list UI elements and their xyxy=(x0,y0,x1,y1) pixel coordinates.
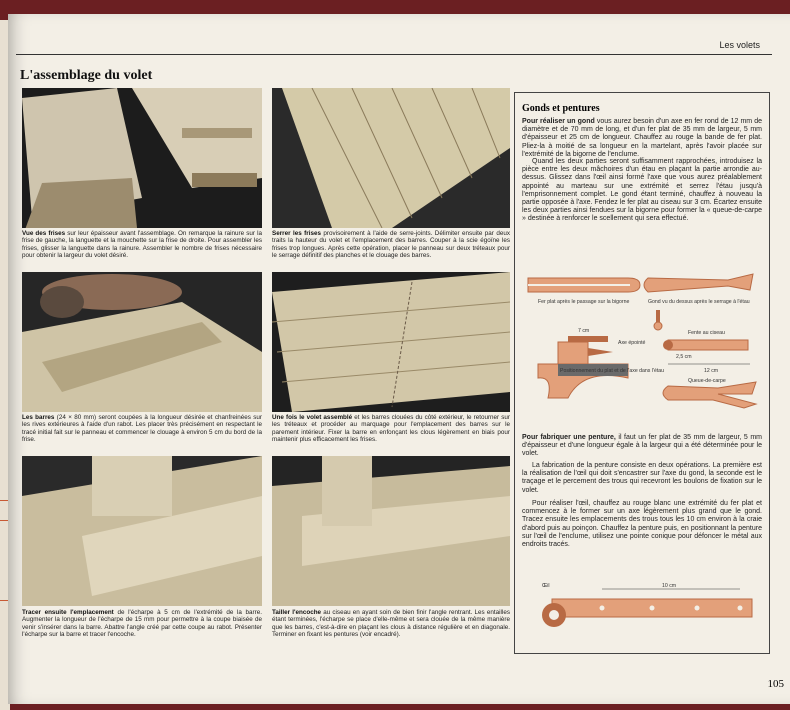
box-paragraph-1: Pour réaliser un gond vous aurez besoin d'un axe en fer rond de 12 mm de diamètre et de 70 mm de long, et d'un fer plat de 35 mm de largeur, 5 mm d'épaisseur et 25 cm de longueur. Chauffez au rouge la bande de fer plat. Pliez-la à moitié de sa longueur en la martelant, après l'avoir placée sur l'extrémité de la bigorne de l'enclume. xyxy=(522,118,762,158)
label-oeil: Œil xyxy=(542,583,550,589)
caption-5: Tracer ensuite l'emplacement de l'écharpe à 5 cm de l'extrémité de la barre. Augmenter la longueur de l'écharpe de 15 mm pour permettre à la coupe biaisée de venir s'insérer dans la barre. Abattre l'angle créé par cette coupe au rabot. Présenter l'écharpe sur la barre et tracer l'encoche. xyxy=(22,609,263,639)
header-rule xyxy=(16,54,772,55)
label-ten-cm: 10 cm xyxy=(662,583,677,589)
gond-diagram xyxy=(518,268,766,428)
caption-6: Tailler l'encoche au ciseau en ayant soin de bien finir l'angle rentrant. Les entailles étant terminées, l'écharpe se place d'elle-même et sera clouée de la même manière que les barres, c'est-à-dire en plaçant les clous à distance régulière et en diagonale. Terminer en fixant les pentures (voir encadré). xyxy=(272,609,510,639)
box-paragraph-2: Quand les deux parties seront suffisamment rapprochées, introduisez la pièce entre les deux mâchoires d'un étau en plaçant la partie arrondie au-dessus. Glissez dans l'œil ainsi formé l'axe que vous aurez préalablement appointé au marteau sur une extrémité et serrez l'étau jusqu'à l'emprisonnement complet. Le gond étant terminé, chauffez à nouveau la partie opposée à l'axe. Fendez le fer plat au ciseau sur 3 cm. Écartez ensuite les deux parties ainsi fendues sur la bigorne pour former la « queue-de-carpe » destinée à renforcer le scellement qui sera effectué. xyxy=(522,158,762,223)
label-fer-plat: Fer plat après le passage sur la bigorne xyxy=(538,299,630,305)
photo-tracer-echarpe xyxy=(22,456,262,606)
box-paragraph-3: Pour fabriquer une penture, il faut un fer plat de 35 mm de largeur, 5 mm d'épaisseur et d'une longueur égale à la largeur qui a été déterminée pour le volet. xyxy=(522,434,762,458)
label-twelve-cm: 12 cm xyxy=(704,368,719,374)
label-queue: Queue-de-carpe xyxy=(688,378,726,384)
margin-mark xyxy=(0,500,8,501)
label-position: Positionnement du plat et de l'axe dans l'étau xyxy=(560,368,665,374)
caption-1: Vue des frises sur leur épaisseur avant l'assemblage. On remarque la rainure sur la frise de gauche, la languette et la mouchette sur la frise de droite. Pour assembler les frises, glisser la languette dans la rainure. Assembler le nombre de frises nécessaire pour obtenir la largeur du volet désiré. xyxy=(22,230,262,260)
caption-2: Serrer les frises provisoirement à l'aide de serre-joints. Délimiter ensuite par deux traits la hauteur du volet et l'emplacement des barres. Couper à la scie égoïne les frises trop longues. Après cette opération, placer le panneau sur deux tréteaux pour le serrage définitif des planches et le clouage des barres. xyxy=(272,230,510,260)
margin-mark xyxy=(0,520,8,521)
page-number: 105 xyxy=(767,678,784,690)
photo-barres xyxy=(22,272,262,412)
photo-frises-epaisseur xyxy=(22,88,262,228)
label-seven-cm: 7 cm xyxy=(578,328,590,334)
box-paragraph-4: La fabrication de la penture consiste en deux opérations. La première est la réalisation de l'œil qui doit s'encastrer sur l'axe du gond, la seconde est le traçage et le percement des trous qui recevront les boulons de fixation sur le volet. xyxy=(522,462,762,494)
penture-diagram xyxy=(522,575,766,647)
photo-tailler-encoche xyxy=(272,456,510,606)
caption-4: Une fois le volet assemblé et les barres clouées du côté extérieur, le retourner sur les tréteaux et procéder au marquage pour l'emplacement des barres sur le parement intérieur. Fixer la barre en enfonçant les clous légèrement en biais pour maintenir plus efficacement les frises. xyxy=(272,414,510,444)
label-axe: Axe épointé xyxy=(618,340,646,346)
photo-volet-assemble xyxy=(272,272,510,412)
label-fente: Fente au ciseau xyxy=(688,330,725,336)
section-label: Les volets xyxy=(719,40,760,50)
box-title: Gonds et pentures xyxy=(522,103,600,114)
label-gond: Gond vu du dessus après le serrage à l'étau xyxy=(648,299,750,305)
page-title: L'assemblage du volet xyxy=(20,68,153,83)
margin-mark xyxy=(0,600,8,601)
caption-3: Les barres (24 × 80 mm) seront coupées à la longueur désirée et chanfreinées sur les rives extérieures à l'aide d'un rabot. Les placer très précisément en respectant le tracé initial fait sur le panneau et commencer le clouage à environ 5 cm du bord de la frise. xyxy=(22,414,262,444)
box-paragraph-5: Pour réaliser l'œil, chauffez au rouge blanc une extrémité du fer plat et commencez à le former sur un axe légèrement plus grand que le gond. Tracez ensuite les emplacements des trous tous les 10 cm environ à la craie d'abord puis au poinçon. Chauffez la penture puis, en positionnant la penture sur l'œil de l'enclume, utilisez une pointe conique pour défoncer le métal aux endroits tracés. xyxy=(522,500,762,549)
label-two-five: 2,5 cm xyxy=(676,354,692,360)
photo-serrer-frises xyxy=(272,88,510,228)
